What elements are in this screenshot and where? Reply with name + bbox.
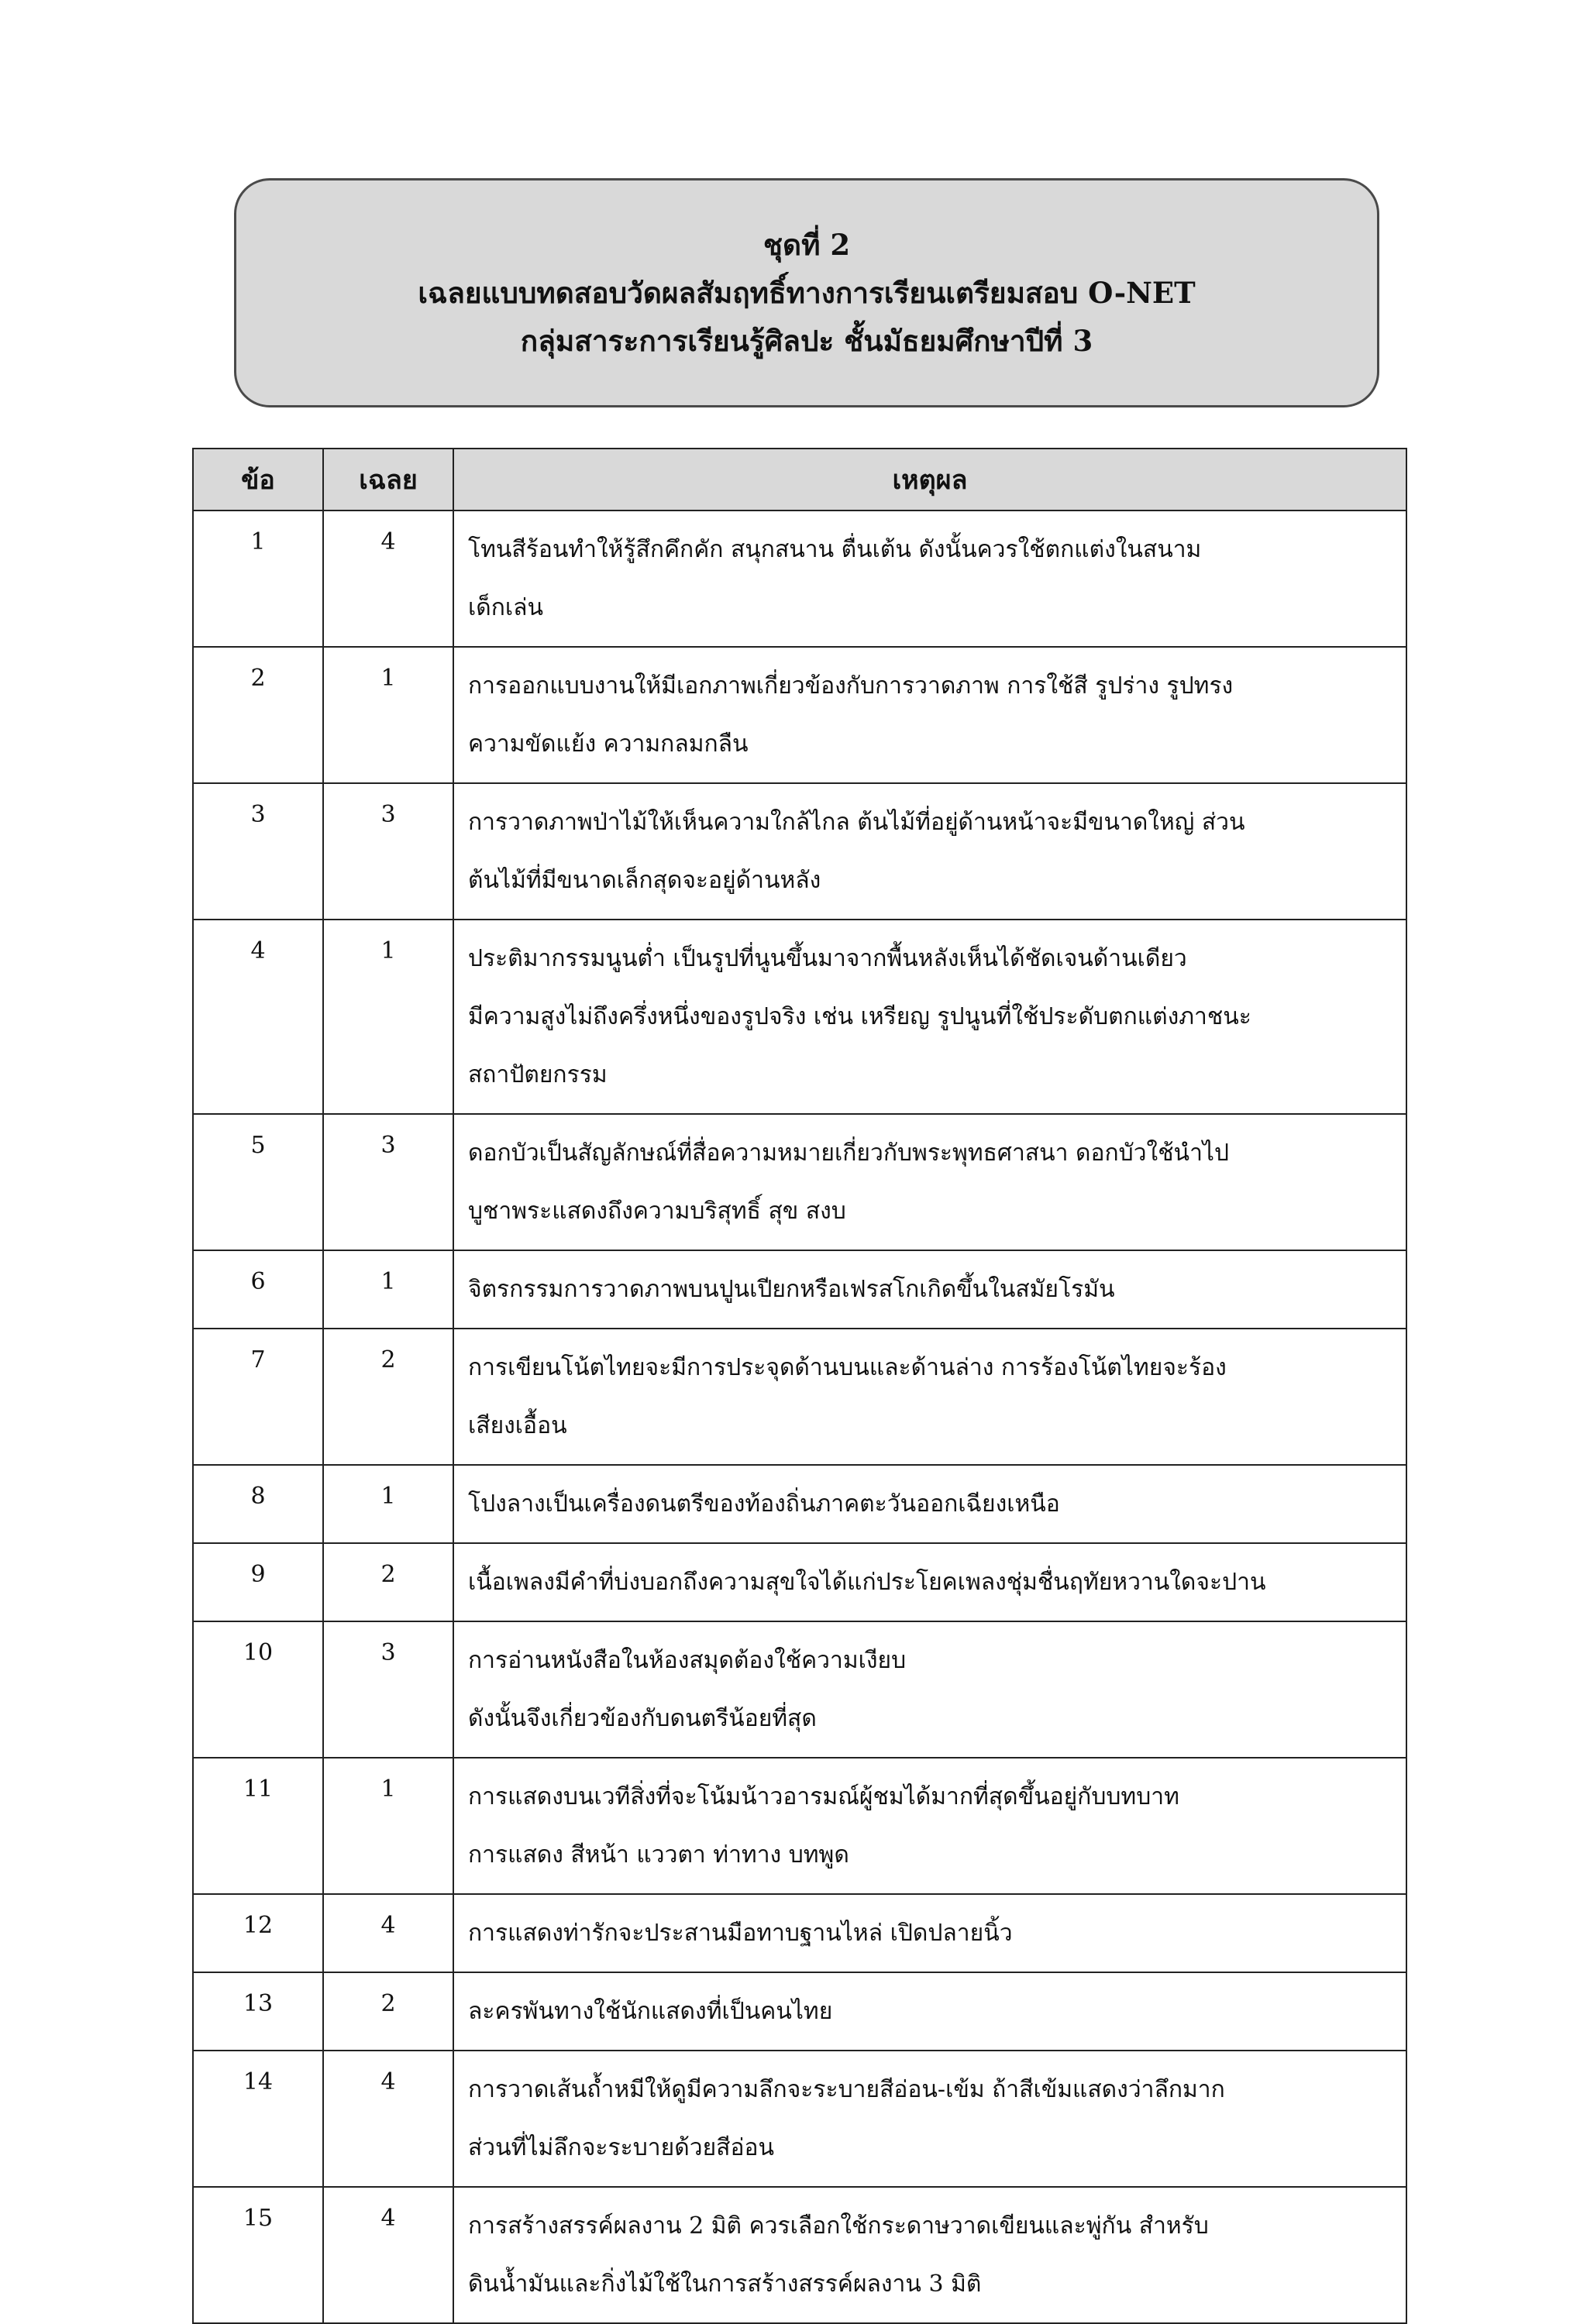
table-body	[193, 511, 1406, 2323]
table-row	[193, 1250, 1406, 1329]
answer-cell: 4	[323, 1894, 453, 1972]
title-box	[234, 178, 1379, 407]
reason-cell: การวาดภาพป่าไม้ให้เห็นความใกล้ไกล ต้นไม้ที่อยู่ด้านหน้าจะมีขนาดใหญ่ ส่วน ต้นไม้ที่มีขนาดเล็กสุดจะอยู่ด้านหลัง	[453, 783, 1406, 920]
reason-cell: การอ่านหนังสือในห้องสมุดต้องใช้ความเงียบ ดังนั้นจึงเกี่ยวข้องกับดนตรีน้อยที่สุด	[453, 1621, 1406, 1758]
table-row	[193, 511, 1406, 647]
document-title: เฉลยแบบทดสอบวัดผลสัมฤทธิ์ทางการเรียนเตรียมสอบ O-NET	[418, 276, 1196, 310]
question-number-cell: 5	[193, 1114, 323, 1250]
question-number-cell: 11	[193, 1758, 323, 1894]
table-row	[193, 1972, 1406, 2051]
question-number-cell: 10	[193, 1621, 323, 1758]
answer-cell: 2	[323, 1543, 453, 1621]
table-row	[193, 1465, 1406, 1543]
question-number-cell: 12	[193, 1894, 323, 1972]
question-number-cell: 15	[193, 2187, 323, 2323]
answer-cell: 2	[323, 1329, 453, 1465]
question-number-cell: 14	[193, 2051, 323, 2187]
answer-cell: 1	[323, 920, 453, 1114]
question-number-cell: 8	[193, 1465, 323, 1543]
answer-cell: 3	[323, 783, 453, 920]
answer-cell: 4	[323, 2051, 453, 2187]
table-row	[193, 1758, 1406, 1894]
table-header-row	[193, 449, 1406, 511]
table-row	[193, 647, 1406, 783]
reason-cell: การวาดเส้นถ้ำหมีให้ดูมีความลึกจะระบายสีอ่อน-เข้ม ถ้าสีเข้มแสดงว่าลึกมาก ส่วนที่ไม่ลึกจะระบายด้วยสีอ่อน	[453, 2051, 1406, 2187]
reason-cell: ละครพันทางใช้นักแสดงที่เป็นคนไทย	[453, 1972, 1406, 2051]
answer-cell: 3	[323, 1621, 453, 1758]
reason-cell: การแสดงท่ารักจะประสานมือทาบฐานไหล่ เปิดปลายนิ้ว	[453, 1894, 1406, 1972]
table-row	[193, 2187, 1406, 2323]
question-number-cell: 13	[193, 1972, 323, 2051]
answer-cell: 1	[323, 1758, 453, 1894]
answer-cell: 4	[323, 2187, 453, 2323]
table-row	[193, 1621, 1406, 1758]
answer-cell: 1	[323, 1250, 453, 1329]
question-number-cell: 1	[193, 511, 323, 647]
reason-cell: การแสดงบนเวทีสิ่งที่จะโน้มน้าวอารมณ์ผู้ชมได้มากที่สุดขึ้นอยู่กับบทบาท การแสดง สีหน้า แววตา ท่าทาง บทพูด	[453, 1758, 1406, 1894]
question-number-cell: 4	[193, 920, 323, 1114]
reason-cell: ประติมากรรมนูนต่ำ เป็นรูปที่นูนขึ้นมาจากพื้นหลังเห็นได้ชัดเจนด้านเดียว มีความสูงไม่ถึงครึ่งหนึ่งของรูปจริง เช่น เหรียญ รูปนูนที่ใช้ประดับตกแต่งภาชนะ สถาปัตยกรรม	[453, 920, 1406, 1114]
column-header-reason: เหตุผล	[453, 449, 1406, 511]
subject-subtitle: กลุ่มสาระการเรียนรู้ศิลปะ ชั้นมัธยมศึกษาปีที่ 3	[520, 324, 1093, 358]
answer-cell: 3	[323, 1114, 453, 1250]
answer-key-table	[192, 448, 1407, 2324]
question-number-cell: 6	[193, 1250, 323, 1329]
reason-cell: การออกแบบงานให้มีเอกภาพเกี่ยวข้องกับการวาดภาพ การใช้สี รูปร่าง รูปทรง ความขัดแย้ง ความกลมกลืน	[453, 647, 1406, 783]
table-row	[193, 920, 1406, 1114]
question-number-cell: 7	[193, 1329, 323, 1465]
table-row	[193, 1114, 1406, 1250]
table-row	[193, 1543, 1406, 1621]
reason-cell: เนื้อเพลงมีคำที่บ่งบอกถึงความสุขใจได้แก่ประโยคเพลงชุ่มชื่นฤทัยหวานใดจะปาน	[453, 1543, 1406, 1621]
answer-cell: 2	[323, 1972, 453, 2051]
reason-cell: โปงลางเป็นเครื่องดนตรีของท้องถิ่นภาคตะวันออกเฉียงเหนือ	[453, 1465, 1406, 1543]
set-number-heading: ชุดที่ 2	[763, 228, 851, 262]
table-row	[193, 2051, 1406, 2187]
reason-cell: การสร้างสรรค์ผลงาน 2 มิติ ควรเลือกใช้กระดาษวาดเขียนและพู่กัน สำหรับ ดินน้ำมันและกิ่งไม้ใช้ในการสร้างสรรค์ผลงาน 3 มิติ	[453, 2187, 1406, 2323]
reason-cell: โทนสีร้อนทำให้รู้สึกคึกคัก สนุกสนาน ตื่นเต้น ดังนั้นควรใช้ตกแต่งในสนาม เด็กเล่น	[453, 511, 1406, 647]
column-header-number: ข้อ	[193, 449, 323, 511]
question-number-cell: 9	[193, 1543, 323, 1621]
column-header-answer: เฉลย	[323, 449, 453, 511]
reason-cell: ดอกบัวเป็นสัญลักษณ์ที่สื่อความหมายเกี่ยวกับพระพุทธศาสนา ดอกบัวใช้นำไป บูชาพระแสดงถึงความบริสุทธิ์ สุข สงบ	[453, 1114, 1406, 1250]
table-row	[193, 1329, 1406, 1465]
answer-cell: 1	[323, 1465, 453, 1543]
table-row	[193, 1894, 1406, 1972]
reason-cell: การเขียนโน้ตไทยจะมีการประจุดด้านบนและด้านล่าง การร้องโน้ตไทยจะร้อง เสียงเอื้อน	[453, 1329, 1406, 1465]
question-number-cell: 3	[193, 783, 323, 920]
answer-cell: 1	[323, 647, 453, 783]
question-number-cell: 2	[193, 647, 323, 783]
table-row	[193, 783, 1406, 920]
reason-cell: จิตรกรรมการวาดภาพบนปูนเปียกหรือเฟรสโกเกิดขึ้นในสมัยโรมัน	[453, 1250, 1406, 1329]
answer-cell: 4	[323, 511, 453, 647]
